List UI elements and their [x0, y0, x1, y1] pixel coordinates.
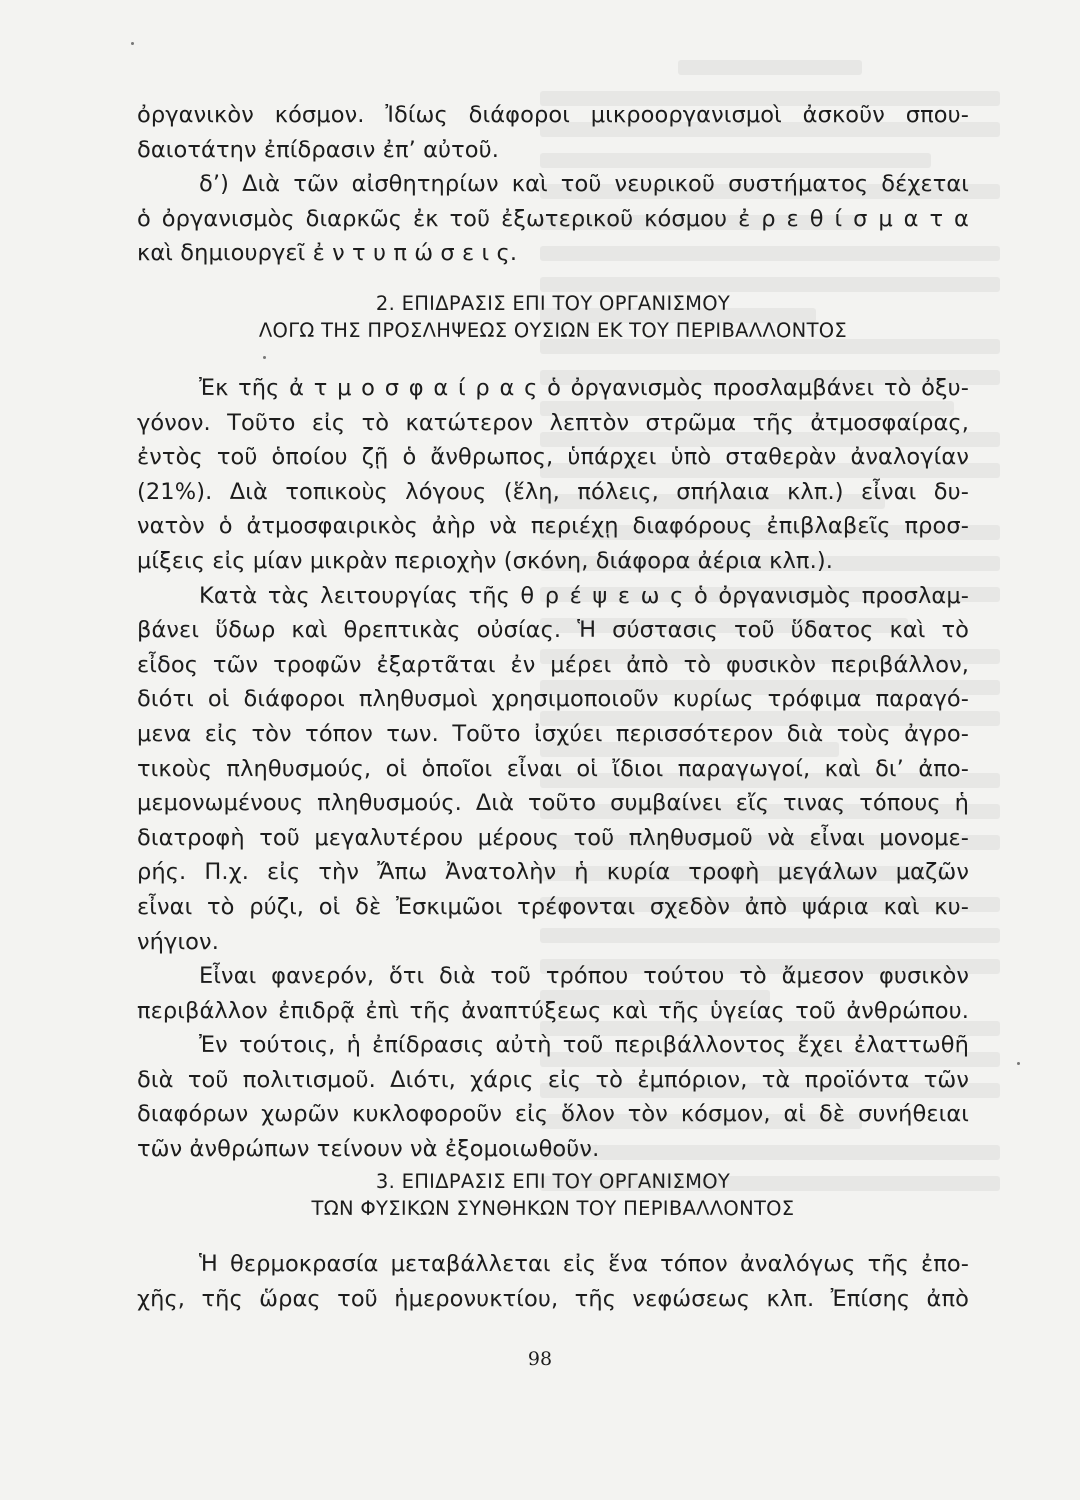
- text-line: περιβάλλον ἐπιδρᾷ ἐπὶ τῆς ἀναπτύξεως καὶ τῆς ὑγείας τοῦ ἀνθρώπου.: [137, 997, 969, 1024]
- text-line: διαφόρων χωρῶν κυκλοφοροῦν εἰς ὅλον τὸν κόσμον, αἱ δὲ συνήθειαι: [137, 1101, 969, 1128]
- text-line: Εἶναι φανερόν, ὅτι διὰ τοῦ τρόπου τούτου τὸ ἄμεσον φυσικὸν: [199, 963, 969, 990]
- text-line: δ’) Διὰ τῶν αἰσθητηρίων καὶ τοῦ νευρικοῦ συστήματος δέχεται: [199, 171, 969, 198]
- section2-heading-line1: 2. ΕΠΙΔΡΑΣΙΣ ΕΠΙ ΤΟΥ ΟΡΓΑΝΙΣΜΟΥ: [375, 292, 731, 315]
- section2-text: [137, 371, 969, 1167]
- text-line: Ἡ θερμοκρασία μεταβάλλεται εἰς ἕνα τόπον ἀναλόγως τῆς ἐπο-: [199, 1251, 969, 1277]
- text-line: ρής. Π.χ. εἰς τὴν Ἄπω Ἀνατολὴν ἡ κυρία τροφὴ μεγάλων μαζῶν: [137, 859, 969, 886]
- text-line: διατροφὴ τοῦ μεγαλυτέρου μέρους τοῦ πληθυσμοῦ νὰ εἶναι μονομε-: [137, 824, 969, 851]
- section2-heading-line2: ΛΟΓΩ ΤΗΣ ΠΡΟΣΛΗΨΕΩΣ ΟΥΣΙΩΝ ΕΚ ΤΟΥ ΠΕΡΙΒΑΛΛΟΝΤΟΣ: [258, 319, 848, 342]
- text-line: (21%). Διὰ τοπικοὺς λόγους (ἕλη, πόλεις, σπήλαια κλπ.) εἶναι δυ-: [137, 478, 969, 505]
- text-line: καὶ δημιουργεῖ ἐ ν τ υ π ώ σ ε ι ς.: [137, 240, 518, 267]
- page-number: 98: [527, 1348, 553, 1370]
- text-line: ὁ ὀργανισμὸς διαρκῶς ἐκ τοῦ ἐξωτερικοῦ κόσμου ἐ ρ ε θ ί σ μ α τ α: [137, 205, 969, 232]
- section1-text: [137, 98, 969, 271]
- text-line: ἐντὸς τοῦ ὁποίου ζῇ ὁ ἄνθρωπος, ὑπάρχει ὑπὸ σταθερὰν ἀναλογίαν: [137, 444, 969, 471]
- section3-text: [137, 1247, 969, 1316]
- text-line: μενα εἰς τὸν τόπον των. Τοῦτο ἰσχύει περισσότερον διὰ τοὺς ἀγρο-: [137, 720, 969, 747]
- text-line: εἶναι τὸ ρύζι, οἱ δὲ Ἐσκιμῶοι τρέφονται σχεδὸν ἀπὸ ψάρια καὶ κυ-: [137, 893, 969, 920]
- section3-heading-line2: ΤΩΝ ΦΥΣΙΚΩΝ ΣΥΝΘΗΚΩΝ ΤΟΥ ΠΕΡΙΒΑΛΛΟΝΤΟΣ: [311, 1197, 795, 1220]
- section3-heading-line1: 3. ΕΠΙΔΡΑΣΙΣ ΕΠΙ ΤΟΥ ΟΡΓΑΝΙΣΜΟΥ: [375, 1170, 731, 1193]
- text-line: Ἐν τούτοις, ἡ ἐπίδρασις αὐτὴ τοῦ περιβάλλοντος ἔχει ἐλαττωθῆ: [199, 1032, 969, 1059]
- text-line: γόνον. Τοῦτο εἰς τὸ κατώτερον λεπτὸν στρῶμα τῆς ἀτμοσφαίρας,: [137, 409, 969, 436]
- text-line: νήγιον.: [137, 928, 219, 955]
- text-line: τῶν ἀνθρώπων τείνουν νὰ ἐξομοιωθοῦν.: [137, 1136, 600, 1163]
- text-line: νατὸν ὁ ἀτμοσφαιρικὸς ἀὴρ νὰ περιέχῃ διαφόρους ἐπιβλαβεῖς προσ-: [137, 513, 969, 540]
- text-line: Κατὰ τὰς λειτουργίας τῆς θ ρ έ ψ ε ω ς ὁ ὀργανισμὸς προσλαμ-: [199, 582, 969, 609]
- text-line: βάνει ὕδωρ καὶ θρεπτικὰς οὐσίας. Ἡ σύστασις τοῦ ὕδατος καὶ τὸ: [137, 617, 969, 644]
- text-line: διὰ τοῦ πολιτισμοῦ. Διότι, χάρις εἰς τὸ ἐμπόριον, τὰ προϊόντα τῶν: [137, 1066, 969, 1093]
- text-line: εἶδος τῶν τροφῶν ἐξαρτᾶται ἐν μέρει ἀπὸ τὸ φυσικὸν περιβάλλον,: [137, 651, 969, 678]
- text-line: μίξεις εἰς μίαν μικρὰν περιοχὴν (σκόνη, διάφορα ἀέρια κλπ.).: [137, 547, 833, 574]
- text-line: μεμονωμένους πληθυσμούς. Διὰ τοῦτο συμβαίνει εἴς τινας τόπους ἡ: [137, 790, 969, 817]
- text-line: ὀργανικὸν κόσμον. Ἰδίως διάφοροι μικροοργανισμοὶ ἀσκοῦν σπου-: [137, 102, 969, 128]
- text-line: τικοὺς πληθυσμούς, οἱ ὁποῖοι εἶναι οἱ ἴδιοι παραγωγοί, καὶ δι’ ἀπο-: [137, 755, 969, 782]
- section3-heading: [137, 1168, 969, 1222]
- section2-heading: [137, 290, 969, 344]
- text-line: διότι οἱ διάφοροι πληθυσμοὶ χρησιμοποιοῦν κυρίως τρόφιμα παραγό-: [137, 686, 969, 713]
- speck: [1017, 1062, 1020, 1065]
- text-line: χῆς, τῆς ὥρας τοῦ ἡμερονυκτίου, τῆς νεφώσεως κλπ. Ἐπίσης ἀπὸ: [137, 1285, 969, 1312]
- text-line: δαιοτάτην ἐπίδρασιν ἐπ’ αὐτοῦ.: [137, 136, 500, 163]
- speck: [131, 42, 134, 45]
- speck: [263, 356, 266, 359]
- text-line: Ἐκ τῆς ἀ τ μ ο σ φ α ί ρ α ς ὁ ὀργανισμὸς προσλαμβάνει τὸ ὀξυ-: [199, 375, 969, 401]
